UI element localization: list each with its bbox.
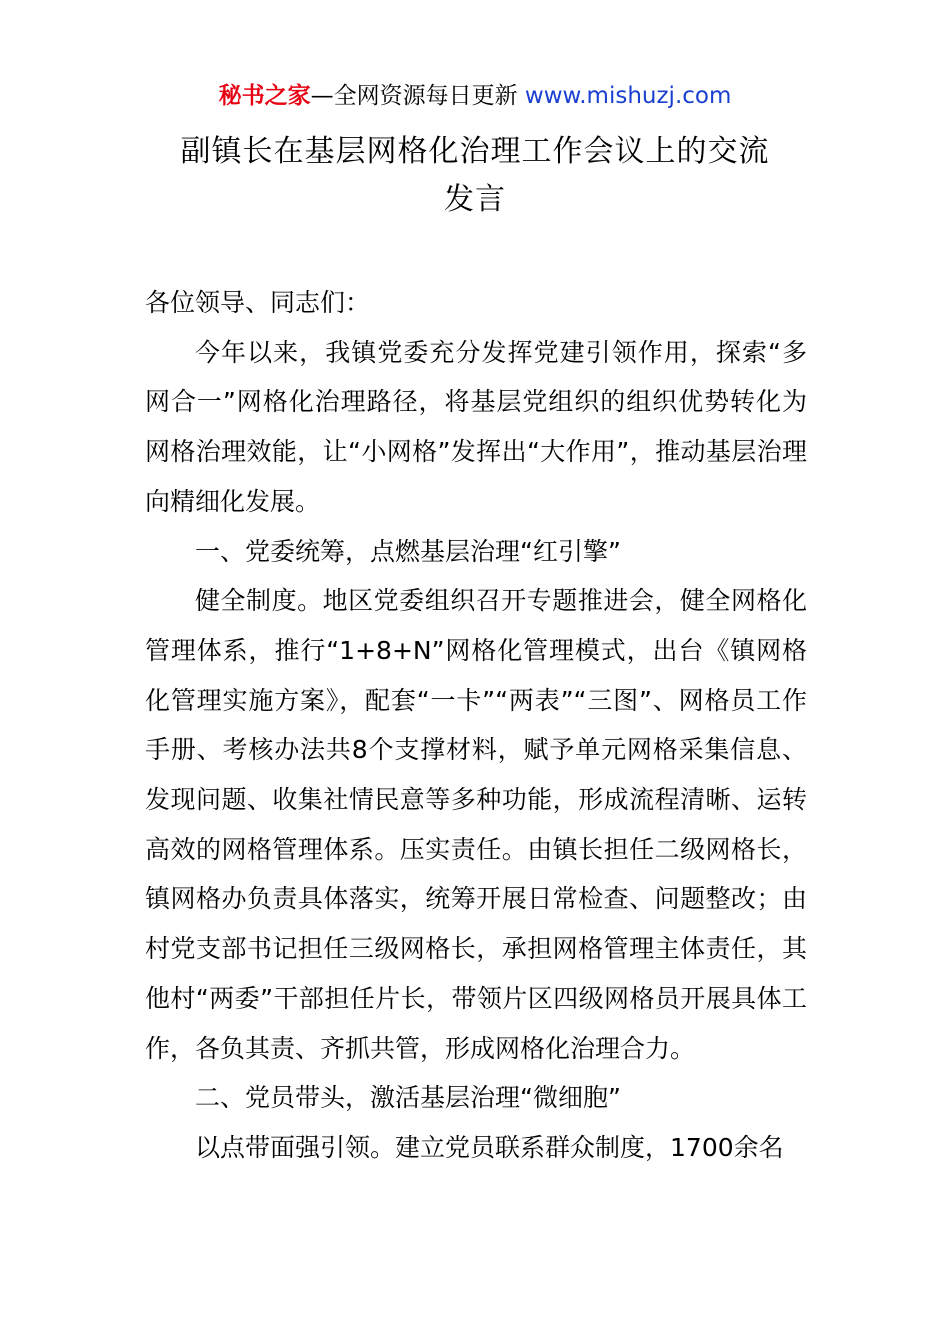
- site-header: [0, 80, 950, 112]
- section-2-paragraph: 以点带面强引领。建立党员联系群众制度，1700余名: [195, 1132, 784, 1162]
- title-line-1: 副镇长在基层网格化治理工作会议上的交流: [180, 134, 770, 169]
- header-slogan: —全网资源每日更新: [310, 83, 518, 109]
- salutation: 各位领导、同志们：: [145, 288, 371, 317]
- section-heading-2: 二、党员带头，激活基层治理“微细胞”: [195, 1083, 621, 1113]
- title-line-2: 发言: [444, 182, 506, 217]
- section-1-paragraph: 健全制度。地区党委组织召开专题推进会，健全网格化管理体系，推行“1+8+N”网格化管理模式，出台《镇网格化管理实施方案》，配套“一卡”“两表”“三图”、网格员工作手册、考核办法共8个支撑材料，赋予单元网格采集信息、发现问题、收集社情民意等多种功能，形成流程清晰、运转高效的网格管理体系。压实责任。由镇长担任二级网格长，镇网格办负责具体落实，统筹开展日常检查、问题整改；由村党支部书记担任三级网格长，承担网格管理主体责任，其他村“两委”干部担任片长，带领片区四级网格员开展具体工作，各负其责、齐抓共管，形成网格化治理合力。: [145, 586, 807, 1063]
- brand-name: 秘书之家: [218, 83, 311, 109]
- document-body: [145, 278, 807, 1173]
- section-heading-1: 一、党委统筹，点燃基层治理“红引擎”: [195, 536, 621, 566]
- document-title: [120, 128, 830, 224]
- intro-paragraph: 今年以来，我镇党委充分发挥党建引领作用，探索“多网合一”网格化治理路径，将基层党组织的组织优势转化为网格治理效能，让“小网格”发挥出“大作用”，推动基层治理向精细化发展。: [145, 337, 807, 516]
- site-url-link[interactable]: www.mishuzj.com: [524, 83, 732, 109]
